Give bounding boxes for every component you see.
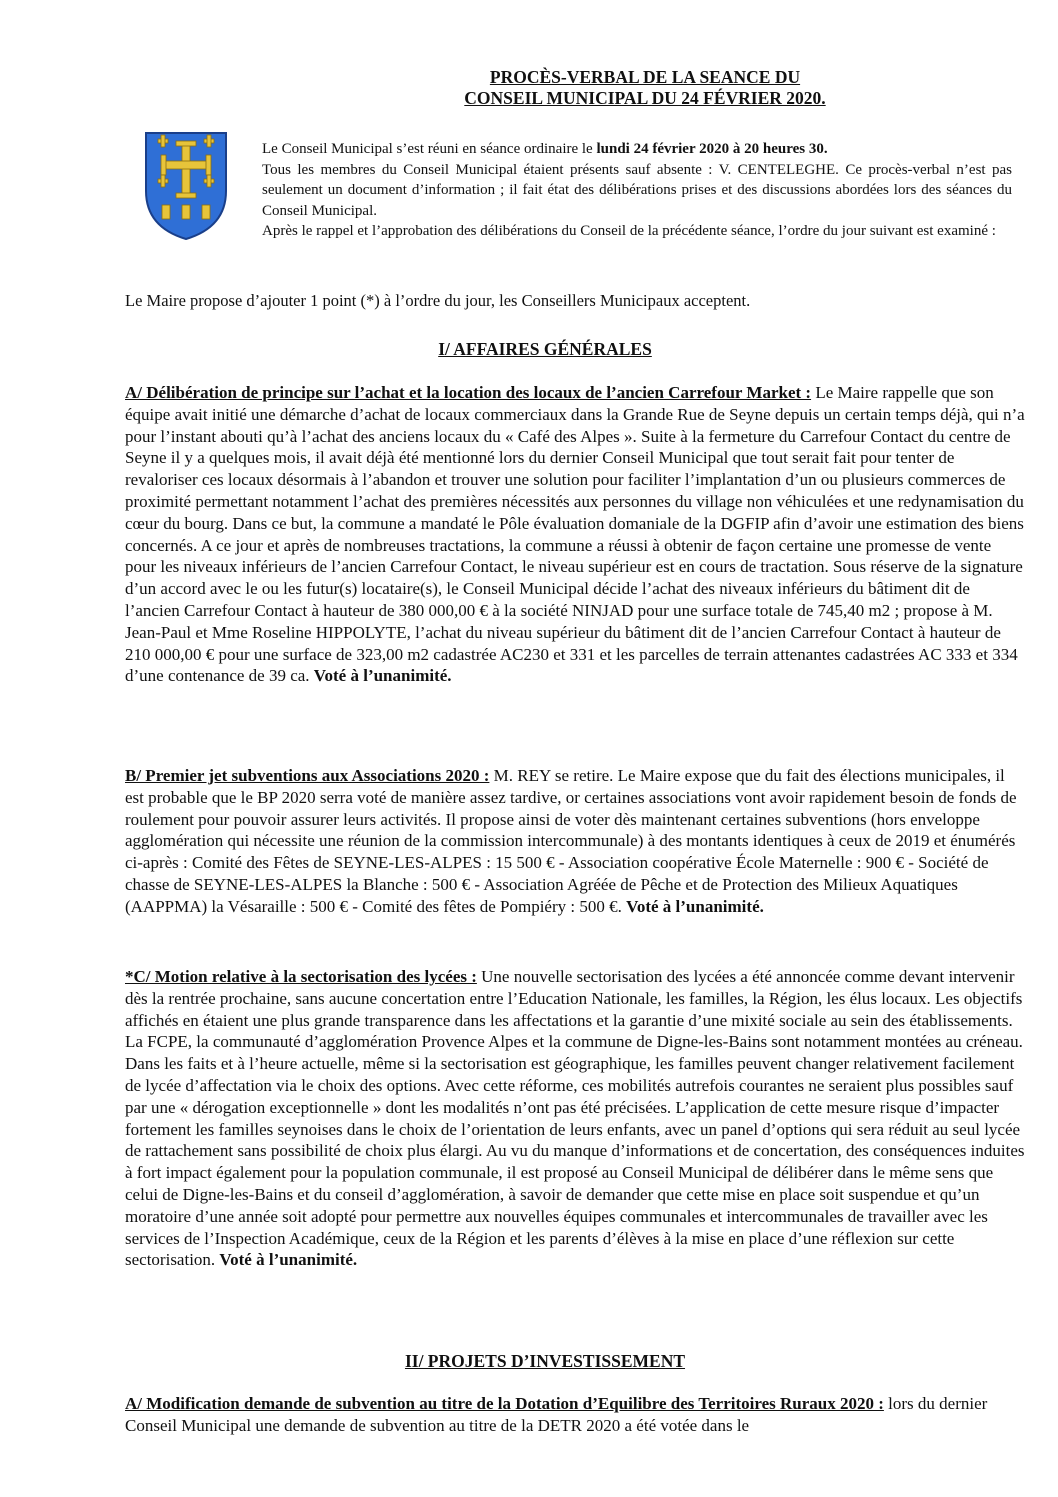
- item-b-subventions: [125, 765, 1025, 918]
- item-body: Le Maire rappelle que son équipe avait initié une démarche d’achat de locaux commerciaux dans la Grande Rue de Seyne depuis un certain temps déjà, qui n’a pour l’instant abouti qu’à l’achat des anciens locaux du « Café des Alpes ». Suite à la fermeture du Carrefour Contact du centre de Seyne il y a quelques mois, il avait déjà été mentionné lors du dernier Conseil Municipal que tout serait fait pour tenter de revaloriser ces locaux désormais à l’abandon et trouver une solution pour faciliter l’implantation d’un ou plusieurs commerces de proximité permettant notamment l’achat des premières nécessités aux personnes du village non véhiculées et une redynamisation du cœur du bourg. Dans ce but, la commune a mandaté le Pôle évaluation domaniale de la DGFIP afin d’avoir une estimation des biens concernés. A ce jour et après de nombreuses tractations, la commune a réussi à obtenir de façon certaine une promesse de vente pour les niveaux inférieurs de l’ancien Carrefour Contact, le niveau supérieur est en cours de tractation. Sous réserve de la signature d’un accord avec le ou les futur(s) locataire(s), le Conseil Municipal décide l’achat des niveaux inférieurs du bâtiment dit de l’ancien Carrefour Contact à hauteur de 380 000,00 € à la société NINJAD pour une surface totale de 745,40 m2 ; propose à M. Jean-Paul et Mme Roseline HIPPOLYTE, l’achat du niveau supérieur du bâtiment dit de l’ancien Carrefour Contact à hauteur de 210 000,00 € pour une surface de 323,00 m2 cadastrée AC230 et 331 et les parcelles de terrain attenantes cadastrées AC 333 et 334 d’une contenance de 39 ca.: [125, 383, 1025, 686]
- intro-paragraph: [262, 139, 1012, 242]
- item-title: A/ Modification demande de subvention au titre de la Dotation d’Equilibre des Territoires Ruraux 2020 :: [125, 1394, 884, 1413]
- item-title: B/ Premier jet subventions aux Associations 2020 :: [125, 766, 490, 785]
- item-a-carrefour: [125, 382, 1025, 687]
- meeting-date: lundi 24 février 2020 à 20 heures 30.: [596, 141, 828, 157]
- vote-result: Voté à l’unanimité.: [626, 896, 764, 916]
- municipal-crest-logo: [132, 127, 240, 243]
- title-line-2: CONSEIL MUNICIPAL DU 24 FÉVRIER 2020.: [464, 88, 826, 108]
- item-body: M. REY se retire. Le Maire expose que du fait des élections municipales, il est probable que le BP 2020 serra voté de manière assez tardive, or certaines associations vont avoir rapidement besoin de fonds de roulement pour pouvoir assurer leurs activités. Il propose ainsi de voter dès maintenant certaines subventions (hors enveloppe agglomération qui nécessite une réunion de la commission intercommunale) à des montants identiques à ceux de 2019 et énumérés ci-après : Comité des Fêtes de SEYNE-LES-ALPES : 15 500 € - Association coopérative École Maternelle : 900 € - Société de chasse de SEYNE-LES-ALPES la Blanche : 500 € - Association Agréée de Pêche et de Protection des Milieux Aquatiques (AAPPMA) la Vésaraille : 500 € - Comité des fêtes de Pompiéry : 500 €.: [125, 766, 1017, 916]
- item-a-detr: [125, 1393, 1025, 1437]
- document-title: [350, 67, 940, 109]
- vote-result: Voté à l’unanimité.: [313, 666, 452, 686]
- intro-text: Le Conseil Municipal s’est réuni en séance ordinaire le: [262, 141, 597, 157]
- section-heading-investment: II/ PROJETS D’INVESTISSEMENT: [404, 1351, 686, 1371]
- item-body: lors du dernier Conseil Municipal une demande de subvention au titre de la DETR 2020 a été votée dans le: [125, 1394, 988, 1435]
- item-title: A/ Délibération de principe sur l’achat et la location des locaux de l’ancien Carrefour Market :: [125, 383, 812, 402]
- agenda-addition: Le Maire propose d’ajouter 1 point (*) à l’ordre du jour, les Conseillers Municipaux acceptent.: [125, 291, 751, 310]
- title-line-1: PROCÈS-VERBAL DE LA SEANCE DU: [489, 67, 801, 87]
- section-heading-general-affairs: I/ AFFAIRES GÉNÉRALES: [438, 339, 652, 359]
- intro-agenda-note: Après le rappel et l’approbation des délibérations du Conseil de la précédente séance, l’ordre du jour suivant est examiné :: [262, 223, 996, 239]
- item-title: *C/ Motion relative à la sectorisation des lycées :: [125, 967, 477, 986]
- item-body: Une nouvelle sectorisation des lycées a été annoncée comme devant intervenir dès la rentrée prochaine, sans aucune concertation entre l’Education Nationale, les familles, la Région, les élus locaux. Les objectifs affichés en étaient une plus grande transparence dans les affectations et la garantie d’une mixité sociale au sein des établissements. La FCPE, la communauté d’agglomération Provence Alpes et la commune de Digne-les-Bains sont notamment montées au créneau. Dans les faits et à l’heure actuelle, même si la sectorisation est géographique, les familles peuvent changer relativement facilement de lycée d’affectation via le choix des options. Avec cette réforme, ces mobilités autrefois courantes ne seraient plus possibles sauf par une « dérogation exceptionnelle » dont les modalités n’ont pas été précisées. L’application de cette mesure risque d’impacter fortement les familles seynoises dans le choix de l’orientation de leurs enfants, avec un panel d’options qui sera réduit au seul lycée de rattachement sans possibilité de choix plus élargi. Au vu du manque d’informations et de concertation, des conséquences induites à fort impact également pour la population communale, il est proposé au Conseil Municipal de délibérer dans le même sens que celui de Digne-les-Bains et du conseil d’agglomération, à savoir de demander que cette mise en place soit suspendue et qu’un moratoire d’une année soit adopté pour permettre aux nouvelles équipes communales et intercommunales de travailler avec les services de l’Inspection Académique, ceux de la Région et les parents d’élèves à la mise en place d’une réflexion sur cette sectorisation.: [125, 967, 1025, 1270]
- item-c-lycees: [125, 966, 1025, 1271]
- intro-line-meeting: [262, 139, 1012, 160]
- vote-result: Voté à l’unanimité.: [219, 1250, 358, 1270]
- intro-attendance: Tous les membres du Conseil Municipal étaient présents sauf absente : V. CENTELEGHE. Ce procès-verbal n’est pas seulement un document d’information ; il fait état des délibérations prises et des discussions abordées lors des séances du Conseil Municipal.: [262, 161, 1012, 219]
